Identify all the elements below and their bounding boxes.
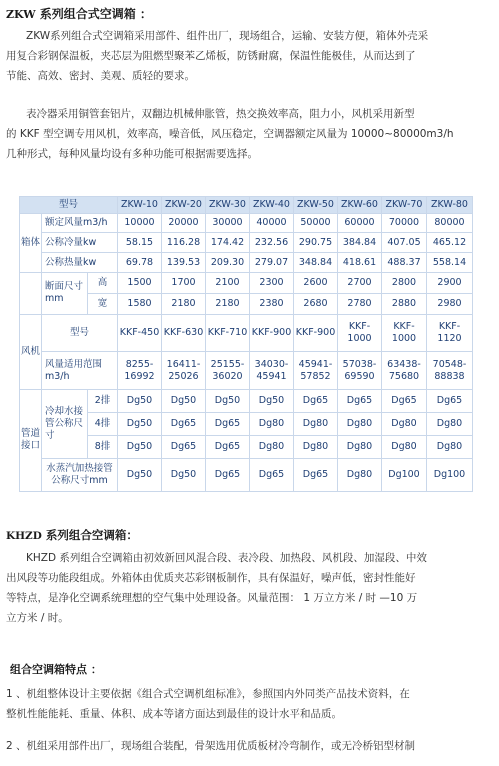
para1-line: 用复合彩钢保温板，夹芯层为阻燃型聚苯乙烯板，防锈耐腐，保温性能极佳，从而达到了 [6, 50, 416, 62]
table-cell: 2100 [206, 273, 250, 294]
table-cell: Dg80 [382, 412, 427, 435]
table-cell: 25155-36020 [206, 352, 250, 390]
table-cell: 60000 [338, 213, 382, 233]
table-cell: Dg80 [382, 435, 427, 458]
table-cell: Dg80 [294, 412, 338, 435]
table-cell: Dg80 [250, 412, 294, 435]
table-cell: Dg50 [118, 435, 162, 458]
table-cell: 2180 [206, 293, 250, 314]
table-row [20, 458, 473, 491]
table-cell: Dg65 [162, 412, 206, 435]
table-cell: 30000 [206, 213, 250, 233]
table-cell: Dg50 [162, 458, 206, 491]
model-cell: ZKW-70 [382, 197, 427, 214]
table-cell: 57038-69590 [338, 352, 382, 390]
table-cell: KKF-1000 [338, 314, 382, 352]
table-cell: KKF-1120 [427, 314, 473, 352]
table-cell: 139.53 [162, 253, 206, 273]
section1-paragraph-2 [6, 104, 492, 164]
section-size-label: 断面尺寸mm [42, 273, 88, 315]
table-cell: Dg65 [206, 412, 250, 435]
table-cell: 116.28 [162, 233, 206, 253]
table-cell: KKF-450 [118, 314, 162, 352]
table-cell: 2380 [250, 293, 294, 314]
table-cell: 69.78 [118, 253, 162, 273]
table-cell: 209.30 [206, 253, 250, 273]
table-row [20, 293, 473, 314]
table-cell: Dg80 [294, 435, 338, 458]
table-cell: 80000 [427, 213, 473, 233]
table-cell: 348.84 [294, 253, 338, 273]
features-item-1 [6, 684, 492, 724]
table-cell: Dg80 [250, 435, 294, 458]
para1-line: ZKW系列组合式空调箱采用部件、组件出厂，现场组合，运输、安装方便，箱体外壳采 [26, 30, 429, 42]
section2-line: 出风段等功能段组成。外箱体由优质夹芯彩钢板制作，具有保温好，噪声低，密封性能好 [6, 572, 416, 584]
table-cell: 70548-88838 [427, 352, 473, 390]
table-cell: Dg65 [206, 435, 250, 458]
para2-line: 几种形式，每种风量均设有多种功能可根据需要选择。 [6, 148, 258, 160]
table-cell: 465.12 [427, 233, 473, 253]
table-cell: Dg65 [250, 458, 294, 491]
para2-line: 表冷器采用铜管套铝片，双翻边机械伸胀管，热交换效率高，阻力小，风机采用新型 [26, 108, 415, 120]
table-cell: Dg65 [206, 458, 250, 491]
table-cell: 2600 [294, 273, 338, 294]
table-cell: Dg80 [338, 458, 382, 491]
feature-line: 1 、机组整体设计主要依据《组合式空调机组标准》，参照国内外同类产品技术资料，在 [6, 688, 410, 700]
table-cell: 2880 [382, 293, 427, 314]
table-cell: 558.14 [427, 253, 473, 273]
section2-line: 等特点，是净化空调系统理想的空气集中处理设备。风量范围： 1 万立方米 / 时 —10 万 [6, 592, 418, 604]
table-cell: 1500 [118, 273, 162, 294]
table-cell: KKF-900 [250, 314, 294, 352]
table-cell: 2980 [427, 293, 473, 314]
table-cell: KKF-1000 [382, 314, 427, 352]
cold-water-label: 冷却水接管公称尺寸 [42, 389, 88, 458]
table-cell: Dg65 [294, 458, 338, 491]
model-cell: ZKW-40 [250, 197, 294, 214]
row-label: 公称热量kw [42, 253, 118, 273]
table-cell: 34030-45941 [250, 352, 294, 390]
row-label: 公称冷量kw [42, 233, 118, 253]
section1-title [6, 5, 152, 22]
model-cell: ZKW-60 [338, 197, 382, 214]
table-cell: 2780 [338, 293, 382, 314]
model-cell: ZKW-80 [427, 197, 473, 214]
table-cell: 70000 [382, 213, 427, 233]
model-cell: ZKW-10 [118, 197, 162, 214]
table-cell: Dg100 [382, 458, 427, 491]
section2-title [6, 527, 138, 543]
table-cell: 2680 [294, 293, 338, 314]
feature-line: 整机性能能耗、重量、体积、成本等诸方面达到最佳的设计水平和品质。 [6, 708, 342, 720]
section1-title-text: 系列组合式空调箱 ： [39, 7, 152, 21]
table-cell: Dg50 [118, 389, 162, 412]
features-title: 组合空调箱特点 ： [10, 663, 102, 676]
group-spacer [20, 273, 42, 315]
table-cell: Dg80 [338, 435, 382, 458]
model-header: 型号 [20, 197, 118, 214]
table-cell: 63438-75680 [382, 352, 427, 390]
table-cell: Dg50 [206, 389, 250, 412]
para2-line: 的 KKF 型空调专用风机，效率高，噪音低，风压稳定，空调器额定风量为 10000~80000m3/h [6, 128, 454, 140]
fan-group-label: 风机 [20, 314, 42, 389]
table-cell: 45941-57852 [294, 352, 338, 390]
model-cell: ZKW-30 [206, 197, 250, 214]
table-cell: Dg65 [294, 389, 338, 412]
row-label: 型号 [42, 314, 118, 352]
row-label: 8排 [88, 435, 118, 458]
pipe-group-label: 管道接口 [20, 389, 42, 491]
table-cell: 232.56 [250, 233, 294, 253]
table-cell: 2180 [162, 293, 206, 314]
spec-table-wrapper [19, 196, 472, 492]
table-cell: Dg65 [162, 435, 206, 458]
table-cell: Dg50 [118, 458, 162, 491]
table-cell: 488.37 [382, 253, 427, 273]
table-cell: 1580 [118, 293, 162, 314]
table-cell: 20000 [162, 213, 206, 233]
row-label: 宽 [88, 293, 118, 314]
table-cell: Dg65 [427, 389, 473, 412]
table-cell: KKF-710 [206, 314, 250, 352]
table-row [20, 253, 473, 273]
table-cell: 418.61 [338, 253, 382, 273]
table-cell: Dg50 [162, 389, 206, 412]
row-label: 2排 [88, 389, 118, 412]
spec-table [19, 196, 473, 492]
table-cell: 2300 [250, 273, 294, 294]
model-cell: ZKW-50 [294, 197, 338, 214]
table-cell: 2900 [427, 273, 473, 294]
section2-line: 立方米 / 时。 [6, 612, 69, 624]
section2-paragraph [6, 548, 492, 628]
table-cell: 279.07 [250, 253, 294, 273]
table-cell: Dg50 [250, 389, 294, 412]
table-row [20, 314, 473, 352]
table-cell: Dg50 [118, 412, 162, 435]
table-cell: 384.84 [338, 233, 382, 253]
model-cell: ZKW-20 [162, 197, 206, 214]
feature-line: 2 、机组采用部件出厂，现场组合装配，骨架选用优质板材冷弯制作，或无冷桥铝型材制 [6, 740, 416, 752]
table-cell: 50000 [294, 213, 338, 233]
table-cell: Dg80 [338, 412, 382, 435]
table-cell: Dg65 [338, 389, 382, 412]
table-cell: 16411-25026 [162, 352, 206, 390]
table-cell: 8255-16992 [118, 352, 162, 390]
table-cell: KKF-900 [294, 314, 338, 352]
table-cell: KKF-630 [162, 314, 206, 352]
table-cell: 174.42 [206, 233, 250, 253]
table-row [20, 213, 473, 233]
para1-line: 节能、高效、密封、美观、质轻的要求。 [6, 70, 195, 82]
features-item-2 [6, 736, 492, 756]
table-row [20, 352, 473, 390]
table-row [20, 273, 473, 294]
table-row [20, 233, 473, 253]
section2-title-text: 系列组合空调箱： [45, 528, 138, 542]
table-cell: 407.05 [382, 233, 427, 253]
table-cell: 2800 [382, 273, 427, 294]
section2-title-prefix: KHZD [6, 530, 42, 542]
row-label: 4排 [88, 412, 118, 435]
table-cell: Dg65 [382, 389, 427, 412]
table-row [20, 412, 473, 435]
table-cell: 10000 [118, 213, 162, 233]
table-cell: Dg100 [427, 458, 473, 491]
table-cell: 40000 [250, 213, 294, 233]
row-label: 水蒸汽加热接管公称尺寸mm [42, 458, 118, 491]
table-row [20, 435, 473, 458]
row-label: 风量适用范围m3/h [42, 352, 118, 390]
table-cell: 58.15 [118, 233, 162, 253]
table-cell: Dg80 [427, 412, 473, 435]
table-cell: Dg80 [427, 435, 473, 458]
table-header-row [20, 197, 473, 214]
table-cell: 1700 [162, 273, 206, 294]
section1-paragraph-1 [6, 26, 492, 86]
box-group-label: 箱体 [20, 213, 42, 272]
table-cell: 290.75 [294, 233, 338, 253]
row-label: 额定风量m3/h [42, 213, 118, 233]
table-row [20, 389, 473, 412]
table-cell: 2700 [338, 273, 382, 294]
row-label: 高 [88, 273, 118, 294]
section1-title-prefix: ZKW [6, 8, 36, 21]
section2-line: KHZD 系列组合空调箱由初效新回风混合段、表冷段、加热段、风机段、加湿段、中效 [26, 552, 427, 564]
